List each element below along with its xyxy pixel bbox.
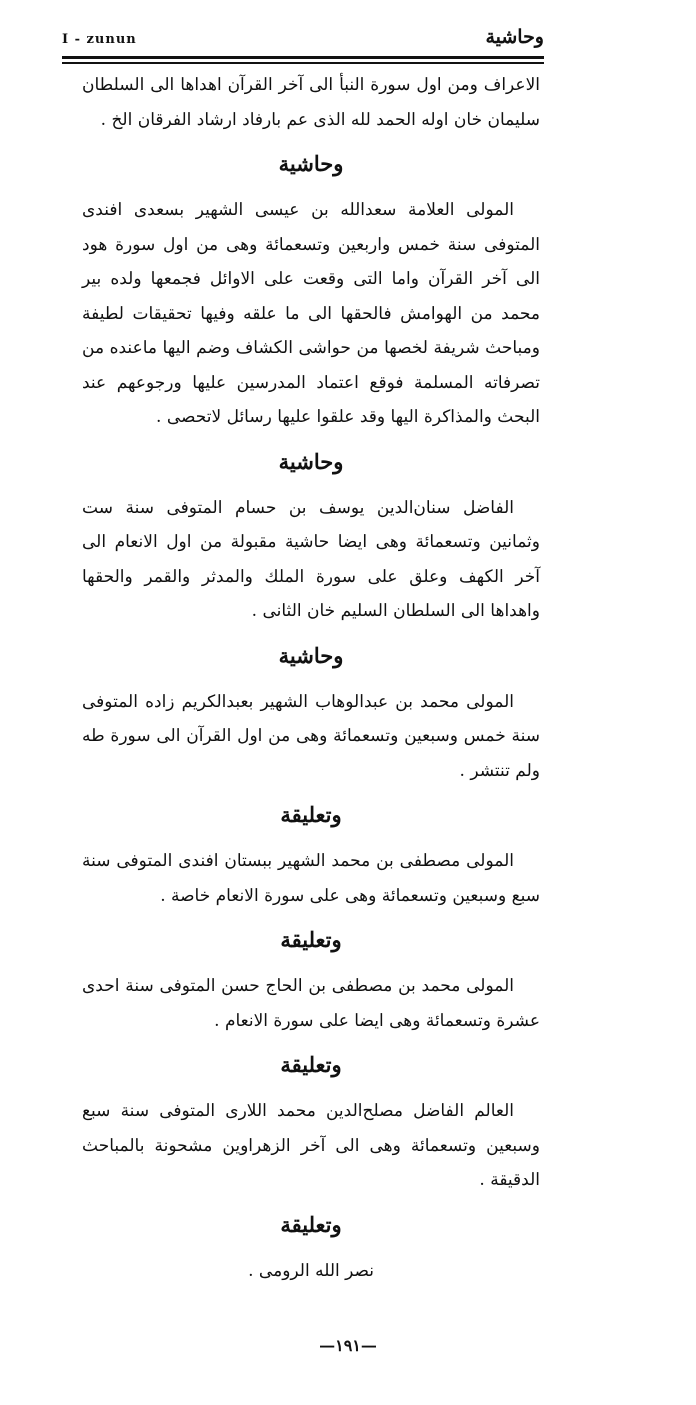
section-heading: وحاشية	[278, 448, 344, 474]
section-paragraph: المولى مصطفى بن محمد الشهير ببستان افندى المتوفى سنة سبع وسبعين وتسعمائة وهى على سورة الانعام خاصة .	[82, 851, 540, 906]
section-heading: وتعليقة	[280, 927, 342, 952]
section-paragraph: الفاضل سنان‌الدين يوسف بن حسام المتوفى سنة ست وثمانين وتسعمائة وهى ايضا حاشية مقبولة من اول الانعام الى آخر الكهف وعلق على سورة الملك والمدثر والقمر والحقها واهداها الى السلطان السليم خان الثانى .	[82, 497, 540, 621]
section-heading: وحاشية	[278, 151, 344, 176]
section-heading: وتعليقة	[280, 1052, 342, 1077]
page-number: —١٩١—	[319, 1336, 377, 1355]
section-paragraph: العالم الفاضل مصلح‌الدين محمد اللارى المتوفى سنة سبع وسبعين وتسعمائة وهى الى آخر الزهراوين مشحونة بالمباحث الدقيقة .	[82, 1101, 540, 1190]
section-heading: وتعليقة	[280, 1211, 342, 1237]
section-paragraph: المولى العلامة سعدالله بن عيسى الشهير بسعدى افندى المتوفى سنة خمس واربعين وتسعمائة وهى من اول سورة هود الى آخر القرآن واما التى وقعت على الاوائل فجمعها ولده بير محمد من الهوامش فالحقها الى ما علقه وفيها تحقيقات لطيفة ومباحث شريفة لخصها من حواشى الكشاف وضم اليها ماعنده من تصرفاته المسلمة فوقع اعتماد المدرسين عليها ورجوعهم عند البحث والمذاكرة اليها وقد علقوا عليها رسائل لاتحصى .	[82, 200, 540, 427]
running-header	[62, 26, 544, 54]
intro-paragraph: الاعراف ومن اول سورة النبأ الى آخر القرآن اهداها الى السلطان سليمان خان اوله الحمد لله الذى عم بارفاد ارشاد الفرقان الخ .	[82, 75, 540, 130]
running-header-title: وحاشية	[485, 26, 544, 48]
header-rule-thick	[62, 56, 544, 59]
section-heading: وحاشية	[278, 642, 344, 668]
page-body	[82, 68, 540, 1288]
section-paragraph: المولى محمد بن مصطفى بن الحاج حسن المتوفى سنة احدى عشرة وتسعمائة وهى ايضا على سورة الانعام .	[82, 976, 540, 1031]
running-header-corner: I - zunun	[62, 32, 137, 47]
section-paragraph: المولى محمد بن عبدالوهاب الشهير بعبدالكريم زاده المتوفى سنة خمس وسبعين وتسعمائة وهى من اول القرآن الى سورة طه ولم تنتشر .	[82, 691, 540, 781]
header-rule-thin	[62, 62, 544, 64]
section-heading: وتعليقة	[280, 802, 342, 827]
section-paragraph: نصر الله الرومى .	[248, 1260, 374, 1281]
